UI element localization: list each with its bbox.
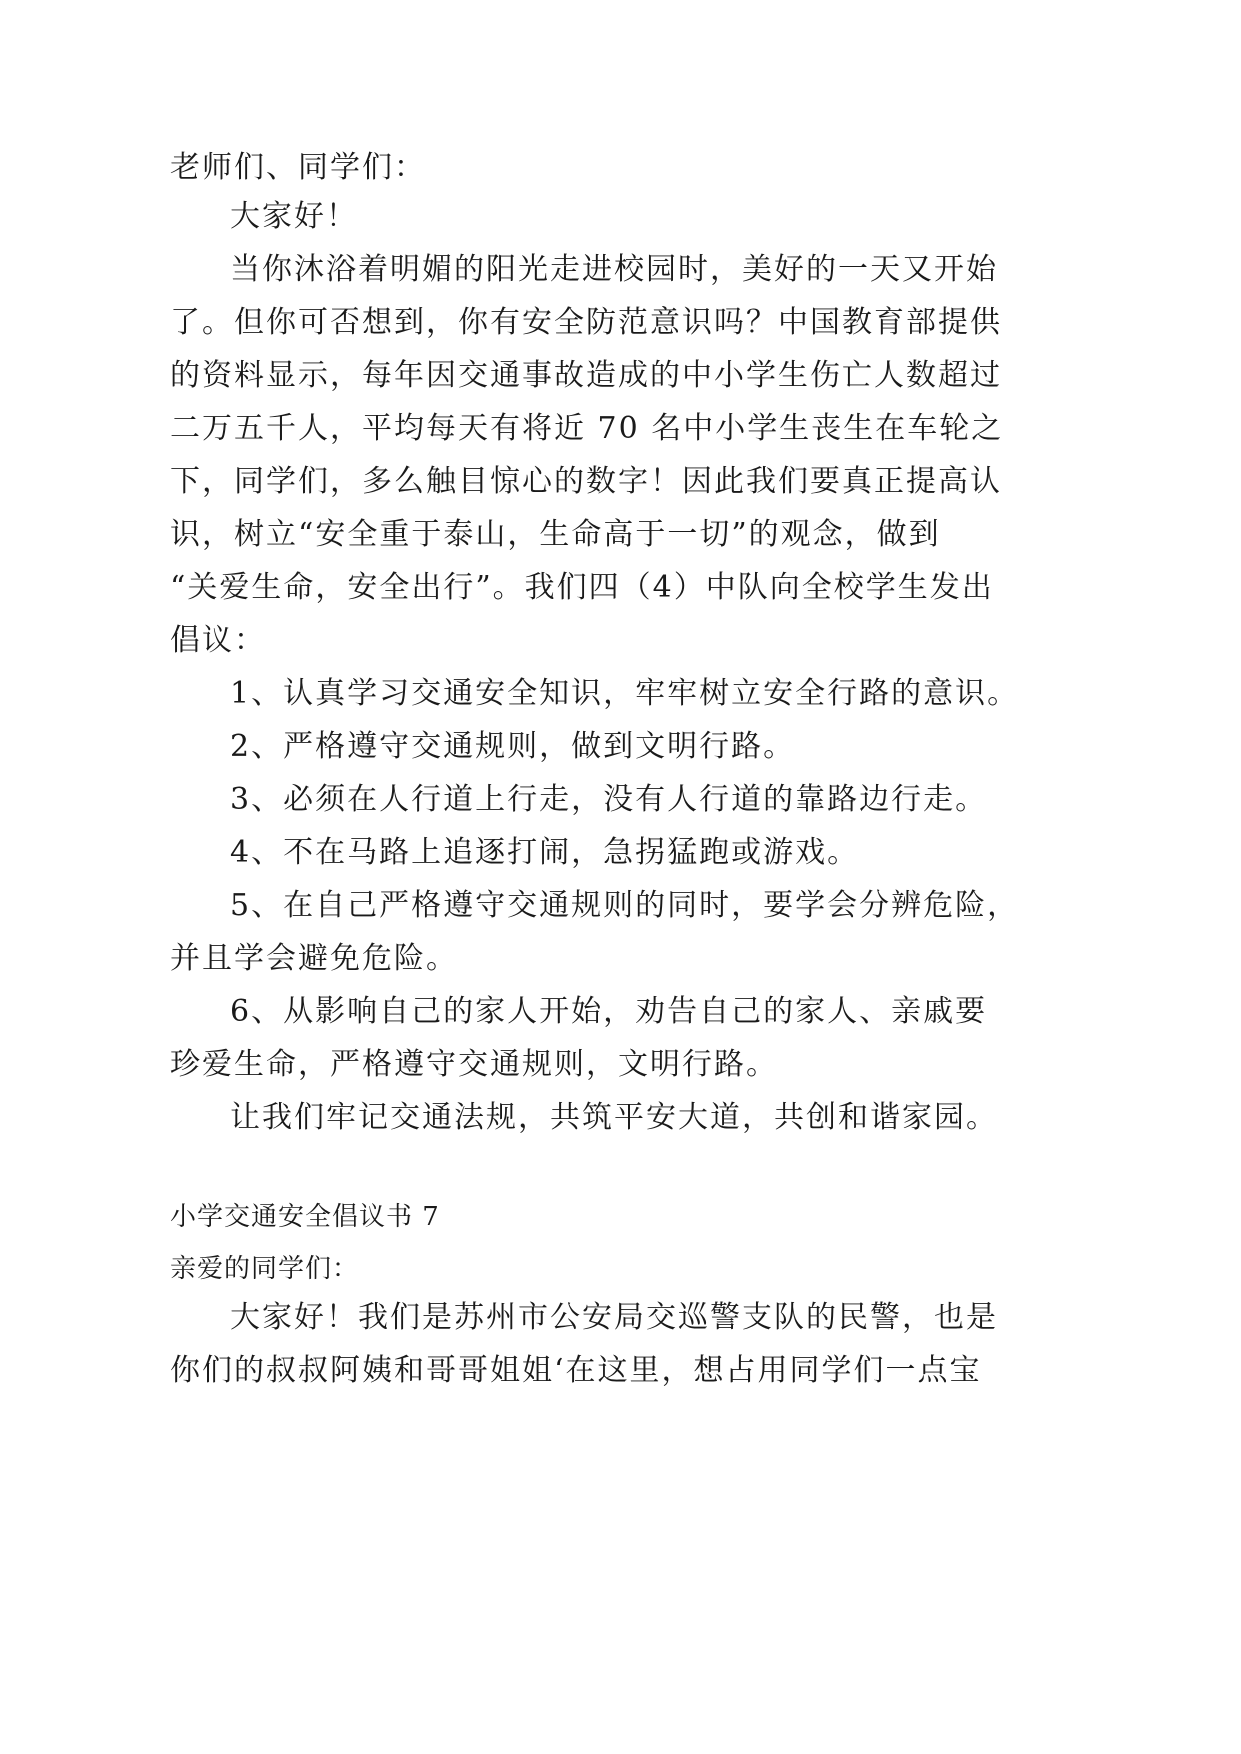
proposal-item: 珍爱生命，严格遵守交通规则，文明行路。 bbox=[170, 1047, 778, 1082]
proposal-item: 4、不在马路上追逐打闹，急拐猛跑或游戏。 bbox=[230, 835, 860, 870]
proposal-item: 6、从影响自己的家人开始，劝告自己的家人、亲戚要 bbox=[230, 994, 988, 1029]
intro-line: 当你沐浴着明媚的阳光走进校园时，美好的一天又开始 bbox=[230, 252, 998, 287]
section-title: 小学交通安全倡议书 7 bbox=[170, 1202, 440, 1232]
intro-line: 倡议： bbox=[170, 623, 266, 658]
section-line: 大家好！我们是苏州市公安局交巡警支队的民警，也是 bbox=[230, 1300, 998, 1335]
proposal-item: 1、认真学习交通安全知识，牢牢树立安全行路的意识。 bbox=[230, 676, 1020, 711]
intro-line: 二万五千人，平均每天有将近 70 名中小学生丧生在车轮之 bbox=[170, 411, 1004, 446]
closing-line: 让我们牢记交通法规，共筑平安大道，共创和谐家园。 bbox=[230, 1100, 998, 1135]
intro-line: 了。但你可否想到，你有安全防范意识吗？中国教育部提供 bbox=[170, 305, 1002, 340]
proposal-item: 5、在自己严格遵守交通规则的同时，要学会分辨危险， bbox=[230, 888, 1020, 923]
proposal-item: 2、严格遵守交通规则，做到文明行路。 bbox=[230, 729, 796, 764]
proposal-item: 3、必须在人行道上行走，没有人行道的靠路边行走。 bbox=[230, 782, 988, 817]
intro-line: 下，同学们，多么触目惊心的数字！因此我们要真正提高认 bbox=[170, 464, 1002, 499]
section-salutation: 亲爱的同学们： bbox=[170, 1254, 360, 1284]
greeting: 大家好！ bbox=[230, 199, 358, 234]
intro-line: “关爱生命，安全出行”。我们四（4）中队向全校学生发出 bbox=[170, 570, 994, 605]
intro-line: 的资料显示，每年因交通事故造成的中小学生伤亡人数超过 bbox=[170, 358, 1002, 393]
intro-line: 识，树立“安全重于泰山，生命高于一切”的观念，做到 bbox=[170, 517, 941, 552]
salutation: 老师们、同学们： bbox=[170, 150, 426, 185]
proposal-item: 并且学会避免危险。 bbox=[170, 941, 458, 976]
section-line: 你们的叔叔阿姨和哥哥姐姐‘在这里，想占用同学们一点宝 bbox=[170, 1353, 982, 1388]
